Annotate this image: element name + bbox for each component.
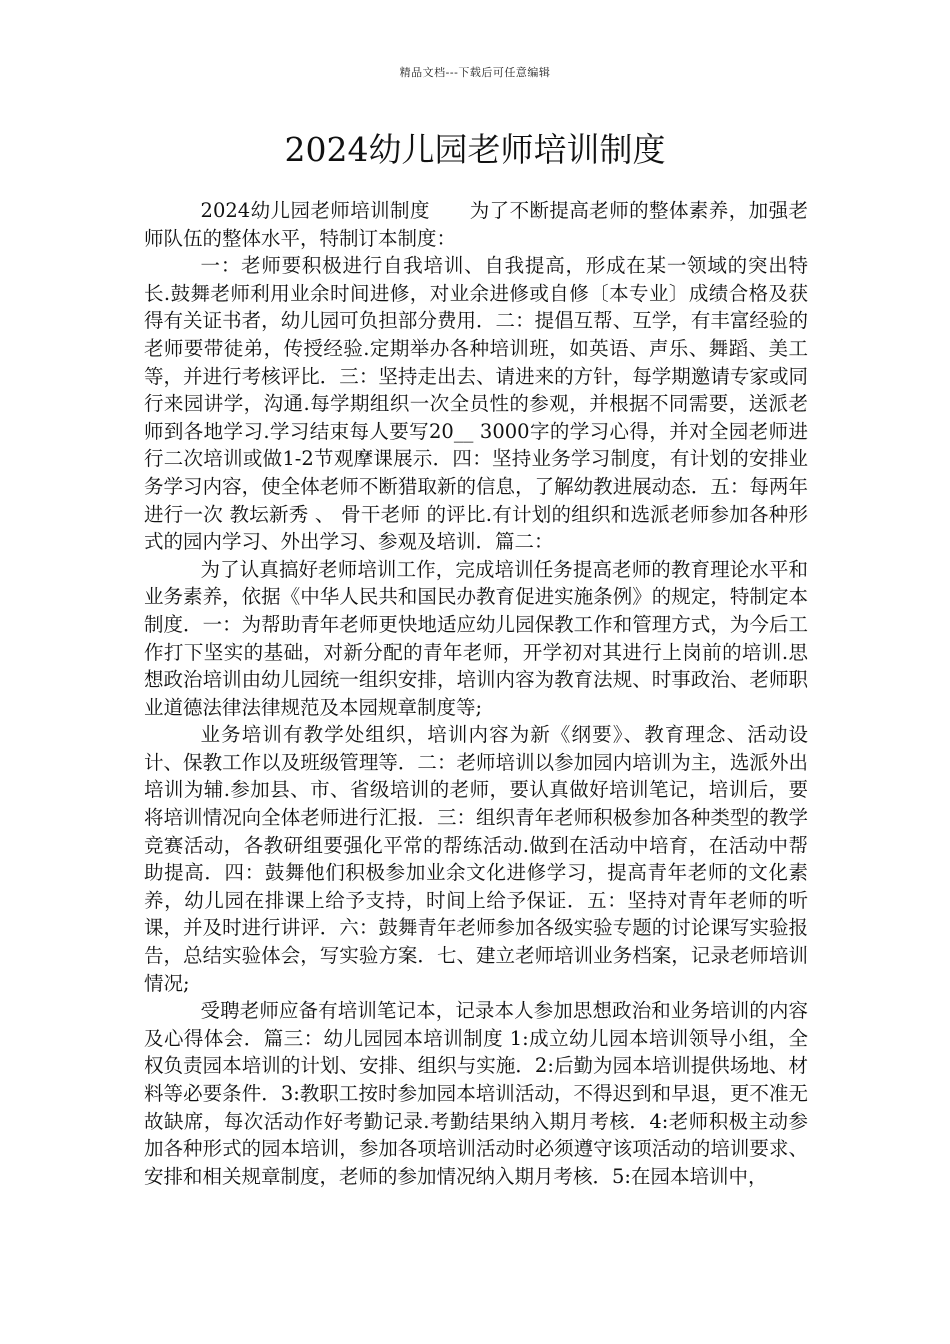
body-paragraph: 业务培训有教学处组织，培训内容为新《纲要》、教育理念、活动设计、保教工作以及班级管理等．二：老师培训以参加园内培训为主，选派外出培训为辅.参加县、市、省级培训的老师，要认真做好培训笔记，培训后，要将培训情况向全体老师进行汇报．三：组织青年老师积极参加各种类型的教学竞赛活动，各教研组要强化平常的帮练活动.做到在活动中培育，在活动中帮助提高．四：鼓舞他们积极参加业余文化进修学习，提高青年老师的文化素养，幼儿园在排课上给予支持，时间上给予保证．五：坚持对青年老师的听课，并及时进行讲评．六：鼓舞青年老师参加各级实验专题的讨论课写实验报告，总结实验体会，写实验方案．七、建立老师培训业务档案，记录老师培训情况; [144,723,808,995]
body-paragraph: 2024幼儿园老师培训制度 为了不断提高老师的整体素养，加强老师队伍的整体水平，特制订本制度： [144,199,808,250]
document-body [144,197,808,1190]
document-title: 2024幼儿园老师培训制度 [284,130,666,169]
body-paragraph: 一：老师要积极进行自我培训、自我提高，形成在某一领域的突出特长.鼓舞老师利用业余时间进修，对业余进修或自修〔本专业〕成绩合格及获得有关证书者，幼儿园可负担部分费用．二：提倡互帮、互学，有丰富经验的老师要带徒弟，传授经验.定期举办各种培训班，如英语、声乐、舞蹈、美工等，并进行考核评比．三：坚持走出去、请进来的方针，每学期邀请专家或同行来园讲学，沟通.每学期组织一次全员性的参观，并根据不同需要，送派老师到各地学习.学习结束每人要写20__ 3000字的学习心得，并对全园老师进行二次培训或做1-2节观摩课展示．四：坚持业务学习制度，有计划的安排业务学习内容，使全体老师不断猎取新的信息，了解幼教进展动态．五：每两年进行一次 教坛新秀 、 骨干老师 的评比.有计划的组织和选派老师参加各种形式的园内学习、外出学习、参观及培训．篇二： [144,254,808,554]
body-paragraph: 受聘老师应备有培训笔记本，记录本人参加思想政治和业务培训的内容及心得体会．篇三：幼儿园园本培训制度 1:成立幼儿园本培训领导小组，全权负责园本培训的计划、安排、组织与实施．2:后勤为园本培训提供场地、材料等必要条件．3:教职工按时参加园本培训活动，不得迟到和早退，更不准无故缺席，每次活动作好考勤记录.考勤结果纳入期月考核．4:老师积极主动参加各种形式的园本培训，参加各项培训活动时必须遵守该项活动的培训要求、安排和相关规章制度，老师的参加情况纳入期月考核．5:在园本培训中， [144,999,808,1188]
body-paragraph: 为了认真搞好老师培训工作，完成培训任务提高老师的教育理论水平和业务素养，依据《中华人民共和国民办教育促进实施条例》的规定，特制定本制度．一：为帮助青年老师更快地适应幼儿园保教工作和管理方式，为今后工作打下坚实的基础，对新分配的青年老师，开学初对其进行上岗前的培训.思想政治培训由幼儿园统一组织安排，培训内容为教育法规、时事政治、老师职业道德法律法律规范及本园规章制度等; [144,557,808,719]
page-header-note: 精品文档---下载后可任意编辑 [399,66,551,79]
